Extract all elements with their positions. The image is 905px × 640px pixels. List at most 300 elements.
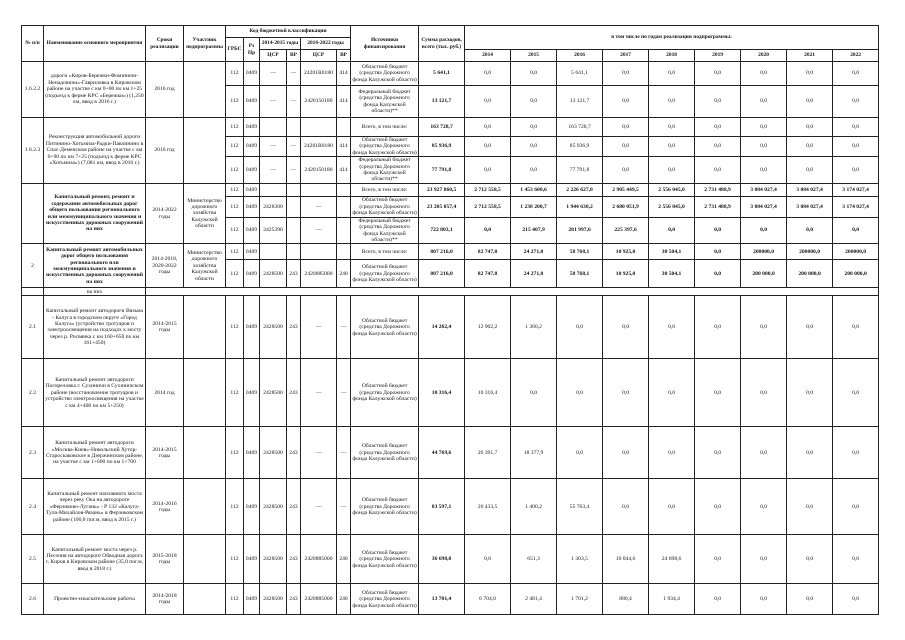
year-value-cell: 0,0	[649, 137, 695, 157]
source-cell: Всего, в том числе:	[351, 183, 419, 196]
row-name: Реконструкция автомобильной дороги Питинино-Хотьмиза-Радки-Павлинино в Спас-Деменском районе на участке с км 0+90 по км 7+25 (подъезд к ферме КРС «Хотьмиза») (7,081 км, ввод в 2016 г.)	[44, 118, 146, 184]
col-grbs: ГРБС	[226, 38, 244, 62]
csr-cell: 2420150180	[301, 157, 337, 184]
year-value-cell: 215 407,9	[511, 217, 557, 244]
csr-cell: 2428500	[260, 359, 287, 427]
year-value-cell: 0,0	[557, 296, 603, 359]
year-value-cell: 18 377,9	[511, 427, 557, 479]
year-value-cell: 3 174 027,4	[833, 196, 879, 217]
year-value-cell: 200 000,0	[833, 260, 879, 288]
row-term: 2014-2015 годы	[146, 296, 184, 359]
year-value-cell: 2 226 627,8	[557, 183, 603, 196]
row-participant: Министерство дорожного хозяйства Калужской области	[184, 244, 226, 288]
year-value-cell: 2 731 488,9	[695, 196, 741, 217]
year-value-cell: 0,0	[741, 296, 787, 359]
row-number: 2.1	[22, 296, 44, 359]
csr-cell: 2428300	[260, 196, 287, 217]
row-participant	[184, 359, 226, 427]
year-value-cell: 0,0	[741, 62, 787, 86]
csr-cell: —	[260, 86, 287, 118]
col-name: Наименование основного мероприятия	[44, 26, 146, 62]
year-value-cell: 0,0	[833, 479, 879, 535]
csr-cell	[301, 118, 337, 137]
rzpr-cell: 0409	[244, 359, 260, 427]
csr-cell: —	[301, 479, 337, 535]
total-cell: 44 769,6	[419, 427, 465, 479]
year-value-cell: 1 238 200,7	[511, 196, 557, 217]
year-value-cell: 0,0	[649, 62, 695, 86]
year-value-cell: 10 316,4	[465, 359, 511, 427]
year-value-cell: 5 641,1	[557, 62, 603, 86]
year-value-cell: 0,0	[649, 296, 695, 359]
total-cell: 14 262,4	[419, 296, 465, 359]
csr-cell	[260, 244, 287, 260]
row-name: Капитальный ремонт автодороги «Москва-Киев»-Никольский Хутор-Староскаковское в Дзержинском районе, на участке с км 1+600 по км 1+700	[44, 427, 146, 479]
csr-cell: 2425390	[260, 217, 287, 244]
row-number: 2.3	[22, 427, 44, 479]
rzpr-cell: 0409	[244, 86, 260, 118]
year-value-cell: 0,0	[465, 118, 511, 137]
row-participant	[184, 427, 226, 479]
year-value-cell: 0,0	[511, 86, 557, 118]
row-number	[22, 288, 44, 296]
year-value-cell: 1 944 630,2	[557, 196, 603, 217]
col-by-years: в том числе по годам реализации подпрограммы:	[465, 26, 879, 50]
year-value-cell: 24 698,6	[649, 535, 695, 584]
document-page	[21, 25, 870, 615]
year-value-cell: 0,0	[603, 157, 649, 184]
year-value-cell: 0,0	[695, 296, 741, 359]
year-value-cell: 24 271,0	[511, 244, 557, 260]
year-value-cell: 2 712 558,5	[465, 183, 511, 196]
source-cell: Областной бюджет (средства Дорожного фонда Калужской области)	[351, 479, 419, 535]
row-number: 2.5	[22, 535, 44, 584]
rzpr-cell: 0409	[244, 479, 260, 535]
year-value-cell: 0,0	[833, 157, 879, 184]
col-num: № п/п	[22, 26, 44, 62]
rzpr-cell: 0409	[244, 427, 260, 479]
table-row	[22, 62, 879, 86]
table-row	[22, 288, 879, 296]
year-value-cell: 0,0	[741, 157, 787, 184]
total-cell: 807 216,0	[419, 260, 465, 288]
table-body	[22, 62, 879, 615]
col-year: 2019	[695, 50, 741, 62]
year-value-cell: 26 391,7	[465, 427, 511, 479]
year-value-cell: 0,0	[603, 359, 649, 427]
table-row	[22, 427, 879, 479]
table-header	[22, 26, 879, 62]
year-value-cell: 1 453 608,6	[511, 183, 557, 196]
col-year: 2017	[603, 50, 649, 62]
year-value-cell: 0,0	[603, 118, 649, 137]
year-value-cell: 58 768,1	[557, 260, 603, 288]
year-value-cell: 0,0	[511, 118, 557, 137]
year-value-cell: 0,0	[603, 62, 649, 86]
source-cell: Федеральный бюджет (средства Дорожного фонда Калужской области)**	[351, 157, 419, 184]
grbs-cell: 112	[226, 584, 244, 615]
year-value-cell: 0,0	[695, 217, 741, 244]
grbs-cell: 112	[226, 359, 244, 427]
col-years-2022: 2016-2022 годы	[301, 38, 351, 50]
year-value-cell: 82 747,8	[465, 260, 511, 288]
col-year: 2022	[833, 50, 879, 62]
year-value-cell: 0,0	[741, 359, 787, 427]
rzpr-cell: 0409	[244, 157, 260, 184]
year-value-cell: 1 934,4	[649, 584, 695, 615]
total-cell: 77 791,8	[419, 157, 465, 184]
year-value-cell: 2 905 449,5	[603, 183, 649, 196]
table-row	[22, 118, 879, 137]
vr-cell	[287, 118, 301, 137]
year-value-cell: 0,0	[695, 427, 741, 479]
source-cell: Областной бюджет (средства Дорожного фонда Калужской области)	[351, 535, 419, 584]
year-value-cell: 55 763,4	[557, 479, 603, 535]
rzpr-cell: 0409	[244, 183, 260, 196]
csr-cell: 2428500	[260, 535, 287, 584]
year-value-cell: 0,0	[603, 137, 649, 157]
year-value-cell: 0,0	[833, 359, 879, 427]
year-value-cell: 0,0	[695, 118, 741, 137]
year-value-cell: 0,0	[465, 157, 511, 184]
year-value-cell: 0,0	[511, 359, 557, 427]
row-name: на них	[44, 288, 146, 296]
year-value-cell: 2 731 488,9	[695, 183, 741, 196]
csr-cell: —	[260, 137, 287, 157]
year-value-cell: 0,0	[787, 584, 833, 615]
year-value-cell: 3 084 027,4	[741, 196, 787, 217]
row-number: 1.6.2.2	[22, 62, 44, 118]
csr-cell: 2420885000	[301, 260, 337, 288]
vr-cell: —	[337, 359, 351, 427]
year-value-cell: 0,0	[603, 296, 649, 359]
grbs-cell: 112	[226, 137, 244, 157]
year-value-cell: 0,0	[465, 137, 511, 157]
row-name: Капитальный ремонт, ремонт и содержание автомобильных дорог общего пользования регионального или межмуниципального значения и искусственных дорожных сооружений на них	[44, 183, 146, 244]
year-value-cell: 0,0	[649, 86, 695, 118]
vr-cell: —	[337, 479, 351, 535]
year-value-cell: 0,0	[603, 479, 649, 535]
grbs-cell: 112	[226, 217, 244, 244]
year-value-cell: 0,0	[741, 427, 787, 479]
vr-cell: —	[337, 296, 351, 359]
year-value-cell: 0,0	[833, 86, 879, 118]
year-value-cell: 0,0	[695, 359, 741, 427]
col-participant: Участник подпрограммы	[184, 26, 226, 62]
year-value-cell: 0,0	[741, 217, 787, 244]
year-value-cell: 58 768,1	[557, 244, 603, 260]
year-value-cell: 3 084 027,4	[741, 183, 787, 196]
source-cell: Всего, в том числе:	[351, 244, 419, 260]
year-value-cell: 0,0	[511, 137, 557, 157]
vr-cell: 240	[337, 535, 351, 584]
year-value-cell: 0,0	[787, 535, 833, 584]
total-cell: 36 698,0	[419, 535, 465, 584]
vr-cell	[337, 217, 351, 244]
col-year: 2015	[511, 50, 557, 62]
vr-cell: —	[287, 86, 301, 118]
year-value-cell: 6 704,0	[465, 584, 511, 615]
total-cell: 5 641,1	[419, 62, 465, 86]
grbs-cell: 112	[226, 118, 244, 137]
col-year: 2016	[557, 50, 603, 62]
source-cell: Федеральный бюджет (средства Дорожного фонда Калужской области)**	[351, 217, 419, 244]
source-cell: Областной бюджет (средства Дорожного фонда Калужской области)	[352, 197, 417, 217]
vr-cell	[337, 183, 351, 196]
row-name: Проектно-изыскательские работы	[44, 584, 146, 615]
col-vr-2: ВР	[337, 50, 351, 62]
total-cell: 722 803,1	[419, 217, 465, 244]
row-name: Капитальный ремонт моста через р. Песочня на автодороге Обводная дорога г. Киров в Кировском районе (35,0 пог.м, ввод в 2018 г.)	[44, 535, 146, 584]
source-cell: Всего, в том числе:	[351, 118, 419, 137]
source-cell: Областной бюджет (средства Дорожного фонда Калужской области)	[351, 359, 419, 427]
year-value-cell: 0,0	[741, 86, 787, 118]
vr-cell: 243	[287, 427, 301, 479]
source-cell: Федеральный бюджет (средства Дорожного фонда Калужской области)**	[351, 86, 419, 118]
row-term: 2014-2018 годы	[146, 584, 184, 615]
col-years-2015: 2014-2015 годы	[260, 38, 301, 50]
vr-cell	[337, 118, 351, 137]
year-value-cell: 0,0	[787, 137, 833, 157]
csr-cell: 24201R0180	[301, 62, 337, 86]
csr-cell: 2428500	[260, 427, 287, 479]
rzpr-cell: 0409	[244, 296, 260, 359]
total-cell: 163 728,7	[419, 118, 465, 137]
row-term: 2015-2018 годы	[146, 535, 184, 584]
row-term: 2016 год	[146, 118, 184, 184]
year-value-cell: 880,4	[603, 584, 649, 615]
csr-cell: 2428500	[260, 584, 287, 615]
year-value-cell: 1 701,2	[557, 584, 603, 615]
year-value-cell: 200 000,0	[741, 260, 787, 288]
total-cell: 85 936,9	[419, 137, 465, 157]
year-value-cell: 0,0	[465, 62, 511, 86]
vr-cell: 243	[287, 260, 301, 288]
col-csr-1: ЦСР	[260, 50, 287, 62]
year-value-cell: 0,0	[511, 62, 557, 86]
vr-cell: 240	[337, 584, 351, 615]
vr-cell: 414	[337, 86, 351, 118]
year-value-cell: 10 925,0	[603, 260, 649, 288]
year-value-cell: 0,0	[787, 157, 833, 184]
csr-cell: 2428500	[260, 296, 287, 359]
rzpr-cell: 0409	[244, 137, 260, 157]
year-value-cell: 0,0	[649, 427, 695, 479]
col-year: 2021	[787, 50, 833, 62]
table-row	[22, 479, 879, 535]
col-sources: Источники финансирования	[351, 26, 419, 62]
csr-cell: 2428500	[260, 260, 287, 288]
table-row	[22, 296, 879, 359]
row-participant	[184, 535, 226, 584]
year-value-cell: 0,0	[787, 217, 833, 244]
source-cell: Областной бюджет (средства Дорожного фонда Калужской области)	[351, 260, 419, 288]
year-value-cell: 85 936,9	[557, 137, 603, 157]
vr-cell: 414	[337, 62, 351, 86]
table-row	[22, 359, 879, 427]
vr-cell	[287, 217, 301, 244]
table-row	[22, 244, 879, 260]
year-value-cell: 0,0	[787, 62, 833, 86]
csr-cell	[301, 183, 337, 196]
table-row	[22, 584, 879, 615]
year-value-cell: 281 997,6	[557, 217, 603, 244]
year-value-cell: 0,0	[695, 535, 741, 584]
year-value-cell: 0,0	[833, 584, 879, 615]
year-value-cell: 30 504,1	[649, 244, 695, 260]
empty-cell	[146, 288, 879, 296]
grbs-cell: 112	[226, 296, 244, 359]
rzpr-cell: 0409	[244, 196, 260, 217]
year-value-cell: 200 000,0	[787, 260, 833, 288]
year-value-cell: 0,0	[649, 217, 695, 244]
year-value-cell: 82 747,8	[465, 244, 511, 260]
csr-cell: —	[301, 296, 337, 359]
rzpr-cell: 0409	[244, 260, 260, 288]
year-value-cell: 0,0	[833, 62, 879, 86]
grbs-cell: 112	[226, 535, 244, 584]
year-value-cell: 0,0	[741, 137, 787, 157]
year-value-cell: 0,0	[695, 86, 741, 118]
csr-cell	[260, 183, 287, 196]
year-value-cell: 0,0	[833, 118, 879, 137]
year-value-cell: 0,0	[695, 62, 741, 86]
row-name: Капитальный ремонт автодороги Погореловка г. Сухиничи в Сухиничском районе (восстановление тротуаров и устройство электроосвещения на участке с км 4+400 по км 5+250)	[44, 359, 146, 427]
total-cell: 23 205 057,4	[419, 196, 465, 217]
vr-cell: 243	[287, 359, 301, 427]
year-value-cell: 200000,0	[787, 244, 833, 260]
total-cell: 23 927 860,5	[419, 183, 465, 196]
year-value-cell: 163 728,7	[557, 118, 603, 137]
grbs-cell: 112	[226, 86, 244, 118]
row-term: 2014 год	[146, 359, 184, 427]
source-cell: Областной бюджет (средства Дорожного фонда Калужской области)	[351, 427, 419, 479]
col-total: Сумма расходов, всего (тыс. руб.)	[419, 26, 465, 62]
csr-cell: —	[301, 359, 337, 427]
vr-cell	[337, 244, 351, 260]
year-value-cell: 0,0	[465, 535, 511, 584]
grbs-cell: 112	[226, 183, 244, 196]
year-value-cell: 651,3	[511, 535, 557, 584]
rzpr-cell: 0409	[244, 584, 260, 615]
csr-cell: —	[301, 196, 337, 217]
year-value-cell: 0,0	[695, 260, 741, 288]
vr-cell: 414	[337, 157, 351, 184]
year-value-cell: 10 925,0	[603, 244, 649, 260]
year-value-cell: 0,0	[511, 157, 557, 184]
row-number: 2	[22, 244, 44, 288]
col-term: Сроки реализации	[146, 26, 184, 62]
year-value-cell: 2 680 051,9	[603, 196, 649, 217]
year-value-cell: 0,0	[557, 359, 603, 427]
year-value-cell: 0,0	[649, 118, 695, 137]
year-value-cell: 10 044,6	[603, 535, 649, 584]
vr-cell	[337, 196, 351, 217]
vr-cell: 243	[287, 296, 301, 359]
year-value-cell: 0,0	[557, 427, 603, 479]
source-cell: Областной бюджет (средства Дорожного фонда Калужской области)	[351, 62, 419, 86]
year-value-cell: 225 397,6	[603, 217, 649, 244]
year-value-cell: 2 556 045,0	[649, 183, 695, 196]
row-participant	[184, 584, 226, 615]
year-value-cell: 0,0	[833, 535, 879, 584]
year-value-cell: 2 712 558,5	[465, 196, 511, 217]
row-term: 2014-2022 годы	[146, 183, 184, 244]
source-cell: Областной бюджет (средства Дорожного фонда Калужской области)	[351, 584, 419, 615]
row-number: 2.6	[22, 584, 44, 615]
csr-cell	[301, 244, 337, 260]
row-term: 2014-2015 годы	[146, 427, 184, 479]
row-term: 2014-2018, 2020-2022 годы	[146, 244, 184, 288]
csr-cell	[260, 118, 287, 137]
year-value-cell: 1 360,2	[511, 296, 557, 359]
year-value-cell: 77 791,8	[557, 157, 603, 184]
subprogram-finance-table	[21, 25, 879, 615]
year-value-cell: 0,0	[787, 479, 833, 535]
rzpr-cell: 0409	[244, 217, 260, 244]
csr-cell: —	[260, 157, 287, 184]
year-value-cell: 0,0	[465, 217, 511, 244]
year-value-cell: 2 481,4	[511, 584, 557, 615]
year-value-cell: 0,0	[833, 137, 879, 157]
vr-cell: 243	[287, 584, 301, 615]
vr-cell: 243	[287, 479, 301, 535]
rzpr-cell: 0409	[244, 535, 260, 584]
year-value-cell: 0,0	[649, 157, 695, 184]
year-value-cell: 0,0	[695, 479, 741, 535]
vr-cell: 414	[337, 137, 351, 157]
rzpr-cell: 0409	[244, 244, 260, 260]
row-name: Капитальный ремонт автодороги Вязьма - Калуга в городском округе «Город Калуга» (устройство тротуаров и электроосвещения на подходах к мосту через р. Росвянка с км 160+650 по км 161+450)	[44, 296, 146, 359]
year-value-cell: 0,0	[833, 296, 879, 359]
source-cell: Областной бюджет (средства Дорожного фонда Калужской области)	[352, 137, 417, 156]
row-participant: Министерство дорожного хозяйства Калужской области	[184, 183, 226, 244]
year-value-cell: 0,0	[695, 244, 741, 260]
vr-cell	[287, 244, 301, 260]
vr-cell: 240	[337, 260, 351, 288]
year-value-cell: 3 084 027,4	[787, 183, 833, 196]
year-value-cell: 1 303,5	[557, 535, 603, 584]
grbs-cell: 112	[226, 196, 244, 217]
year-value-cell: 0,0	[787, 118, 833, 137]
total-cell: 13 121,7	[419, 86, 465, 118]
year-value-cell: 0,0	[603, 427, 649, 479]
col-year: 2020	[741, 50, 787, 62]
year-value-cell: 0,0	[787, 86, 833, 118]
row-participant	[184, 479, 226, 535]
row-participant	[184, 296, 226, 359]
grbs-cell: 112	[226, 427, 244, 479]
year-value-cell: 3 174 027,4	[833, 183, 879, 196]
row-participant	[184, 118, 226, 184]
year-value-cell: 26 433,5	[465, 479, 511, 535]
year-value-cell: 13 121,7	[557, 86, 603, 118]
year-value-cell: 0,0	[695, 157, 741, 184]
row-name: Капитальный ремонт автомобильных дорог общего пользования регионального или межмуниципального значения и искусственных дорожных сооружений на них	[44, 244, 146, 288]
csr-cell: 2420150180	[301, 86, 337, 118]
row-number: 2.2	[22, 359, 44, 427]
year-value-cell: 0,0	[787, 427, 833, 479]
year-value-cell: 0,0	[465, 86, 511, 118]
grbs-cell: 112	[226, 62, 244, 86]
vr-cell: —	[287, 157, 301, 184]
year-value-cell: 200000,0	[741, 244, 787, 260]
grbs-cell: 112	[226, 260, 244, 288]
grbs-cell: 112	[226, 157, 244, 184]
year-value-cell: 0,0	[741, 535, 787, 584]
csr-cell: —	[301, 217, 337, 244]
row-name: Капитальный ремонт наплавного моста через реку Ока на автодороге «Ферзиково-Лугань» - Р 132 «Калуга-Тула-Михайлов-Рязань» в Ферзиковском районе (100,8 пог.м, ввод в 2015 г.)	[44, 479, 146, 535]
